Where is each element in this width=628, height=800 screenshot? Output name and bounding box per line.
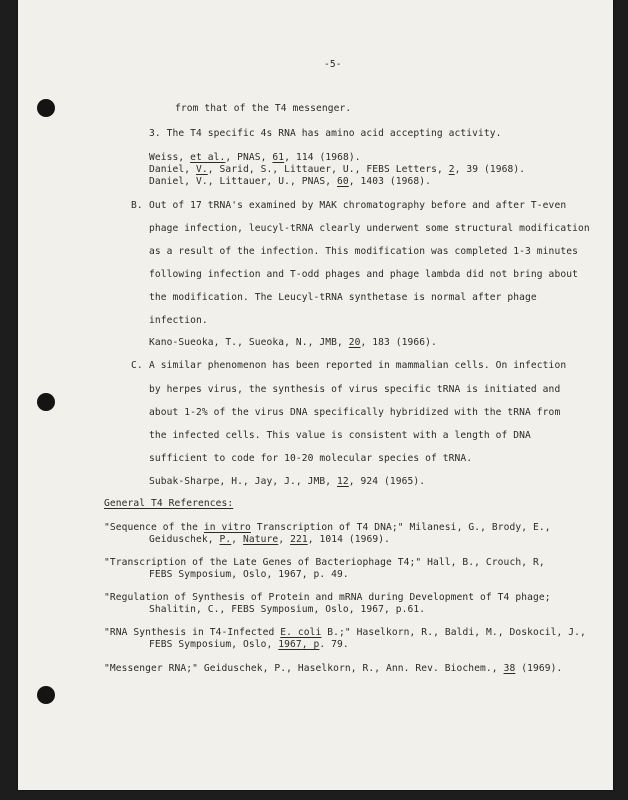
section-c-ref: Subak-Sharpe, H., Jay, J., JMB, 12, 924 (1965). — [149, 476, 426, 487]
section-b-line: phage infection, leucyl-tRNA clearly underwent some structural modification — [149, 223, 590, 234]
general-ref-4-line-1: "RNA Synthesis in T4-Infected E. coli B.;" Haselkorn, R., Baldi, M., Doskocil, J., — [104, 627, 586, 638]
general-ref-3-line-2: Shalitin, C., FEBS Symposium, Oslo, 1967, p.61. — [149, 604, 426, 615]
general-ref-2-line-2: FEBS Symposium, Oslo, 1967, p. 49. — [149, 569, 349, 580]
continuation-line: from that of the T4 messenger. — [175, 103, 352, 114]
general-ref-2-line-1: "Transcription of the Late Genes of Bacteriophage T4;" Hall, B., Crouch, R, — [104, 557, 545, 568]
section-b-line: Out of 17 tRNA's examined by MAK chromatography before and after T-even — [149, 200, 567, 211]
binder-hole-middle — [37, 393, 55, 411]
section-b-line: following infection and T-odd phages and phage lambda did not bring about — [149, 269, 578, 280]
item-3-text: 3. The T4 specific 4s RNA has amino acid accepting activity. — [149, 128, 502, 139]
section-b-letter: B. — [131, 200, 143, 211]
section-b-ref: Kano-Sueoka, T., Sueoka, N., JMB, 20, 183 (1966). — [149, 337, 437, 348]
section-c-line: sufficient to code for 10-20 molecular species of tRNA. — [149, 453, 473, 464]
section-c-line: about 1-2% of the virus DNA specifically hybridized with the tRNA from — [149, 407, 561, 418]
section-c-letter: C. — [131, 360, 143, 371]
item-3-ref-1: Weiss, et al., PNAS, 61, 114 (1968). — [149, 152, 361, 163]
general-ref-5: "Messenger RNA;" Geiduschek, P., Haselkorn, R., Ann. Rev. Biochem., 38 (1969). — [104, 663, 563, 674]
document-page — [18, 0, 613, 790]
page-number: -5- — [324, 59, 342, 70]
item-3-ref-3: Daniel, V., Littauer, U., PNAS, 60, 1403 (1968). — [149, 176, 432, 187]
general-ref-1-line-2: Geiduschek, P., Nature, 221, 1014 (1969). — [149, 534, 390, 545]
binder-hole-bottom — [37, 686, 55, 704]
binder-hole-top — [37, 99, 55, 117]
section-b-line: as a result of the infection. This modification was completed 1-3 minutes — [149, 246, 578, 257]
section-c-line: by herpes virus, the synthesis of virus specific tRNA is initiated and — [149, 384, 561, 395]
general-ref-3-line-1: "Regulation of Synthesis of Protein and mRNA during Development of T4 phage; — [104, 592, 551, 603]
section-c-line: the infected cells. This value is consistent with a length of DNA — [149, 430, 531, 441]
section-b-line: infection. — [149, 315, 208, 326]
item-3-ref-2: Daniel, V., Sarid, S., Littauer, U., FEBS Letters, 2, 39 (1968). — [149, 164, 526, 175]
general-references-heading: General T4 References: — [104, 498, 234, 509]
section-b-line: the modification. The Leucyl-tRNA synthetase is normal after phage — [149, 292, 537, 303]
general-ref-4-line-2: FEBS Symposium, Oslo, 1967, p. 79. — [149, 639, 349, 650]
general-ref-1-line-1: "Sequence of the in vitro Transcription of T4 DNA;" Milanesi, G., Brody, E., — [104, 522, 551, 533]
section-c-line: A similar phenomenon has been reported in mammalian cells. On infection — [149, 360, 567, 371]
